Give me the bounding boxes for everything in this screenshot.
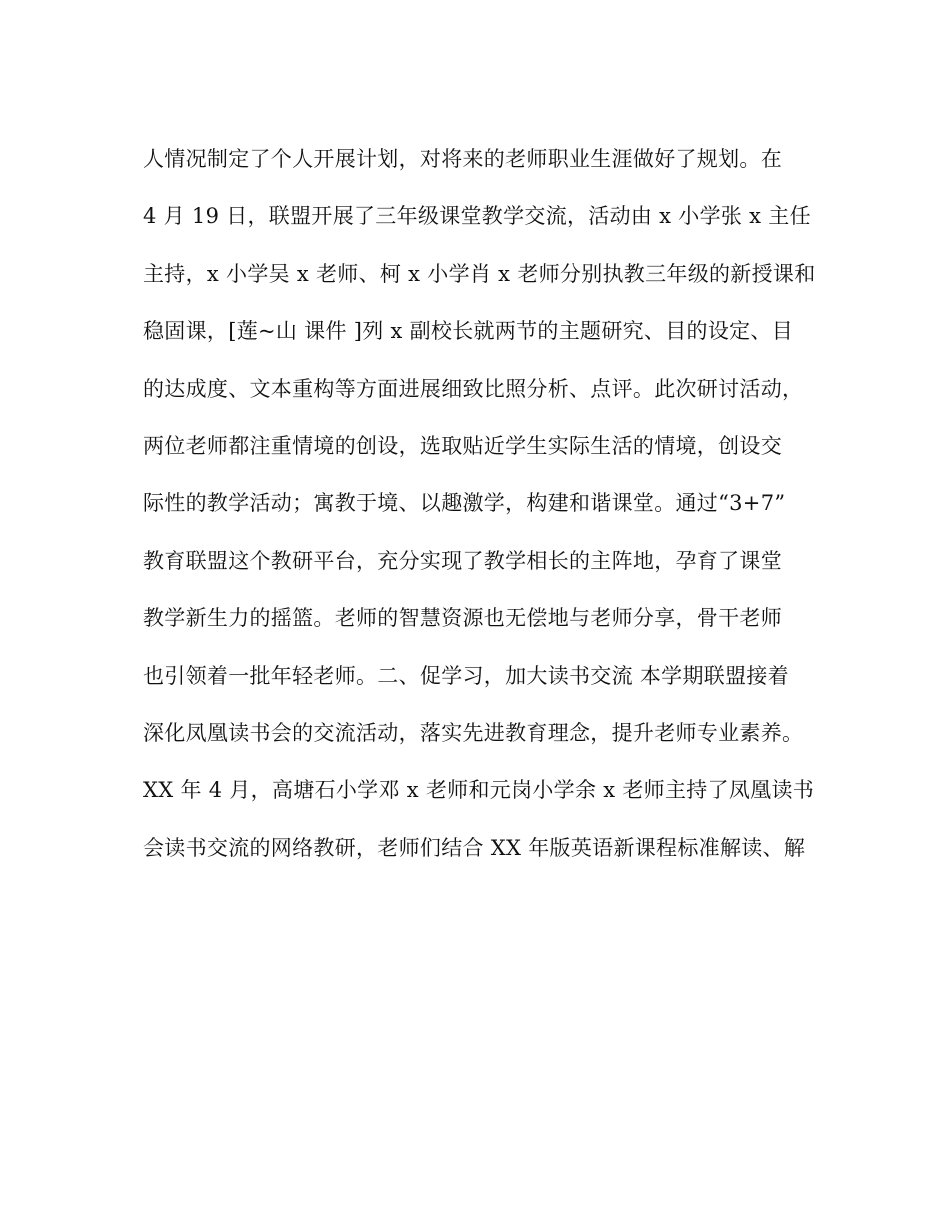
body-text (143, 138, 816, 884)
text-line: 稳固课，[莲~山 课件 ]列 x 副校长就两节的主题研究、目的设定、目 (143, 319, 794, 344)
text-line: 4 月 19 日，联盟开展了三年级课堂教学交流，活动由 x 小学张 x 主任 (143, 204, 811, 229)
text-line: 主持，x 小学吴 x 老师、柯 x 小学肖 x 老师分别执教三年级的新授课和 (143, 261, 816, 286)
text-line: 也引领着一批年轻老师。二、促学习，加大读书交流 本学期联盟接着 (143, 663, 789, 688)
text-line: 两位老师都注重情境的创设，选取贴近学生实际生活的情境，创设交 (143, 433, 782, 458)
text-line: 会读书交流的网络教研，老师们结合 XX 年版英语新课程标准解读、解 (143, 835, 806, 860)
text-line: 深化凤凰读书会的交流活动，落实先进教育理念，提升老师专业素养。 (143, 720, 804, 745)
text-line: 际性的教学活动；寓教于境、以趣激学，构建和谐课堂。通过“3+7” (143, 491, 786, 516)
text-line: 教学新生力的摇篮。老师的智慧资源也无偿地与老师分享，骨干老师 (143, 606, 782, 631)
text-line: 教育联盟这个教研平台，充分实现了教学相长的主阵地，孕育了课堂 (143, 548, 782, 573)
text-line: 人情况制定了个人开展计划，对将来的老师职业生涯做好了规划。在 (143, 147, 782, 171)
text-line: XX 年 4 月，高塘石小学邓 x 老师和元岗小学余 x 老师主持了凤凰读书 (143, 778, 815, 803)
text-line: 的达成度、文本重构等方面进展细致比照分析、点评。此次研讨活动， (143, 376, 804, 401)
